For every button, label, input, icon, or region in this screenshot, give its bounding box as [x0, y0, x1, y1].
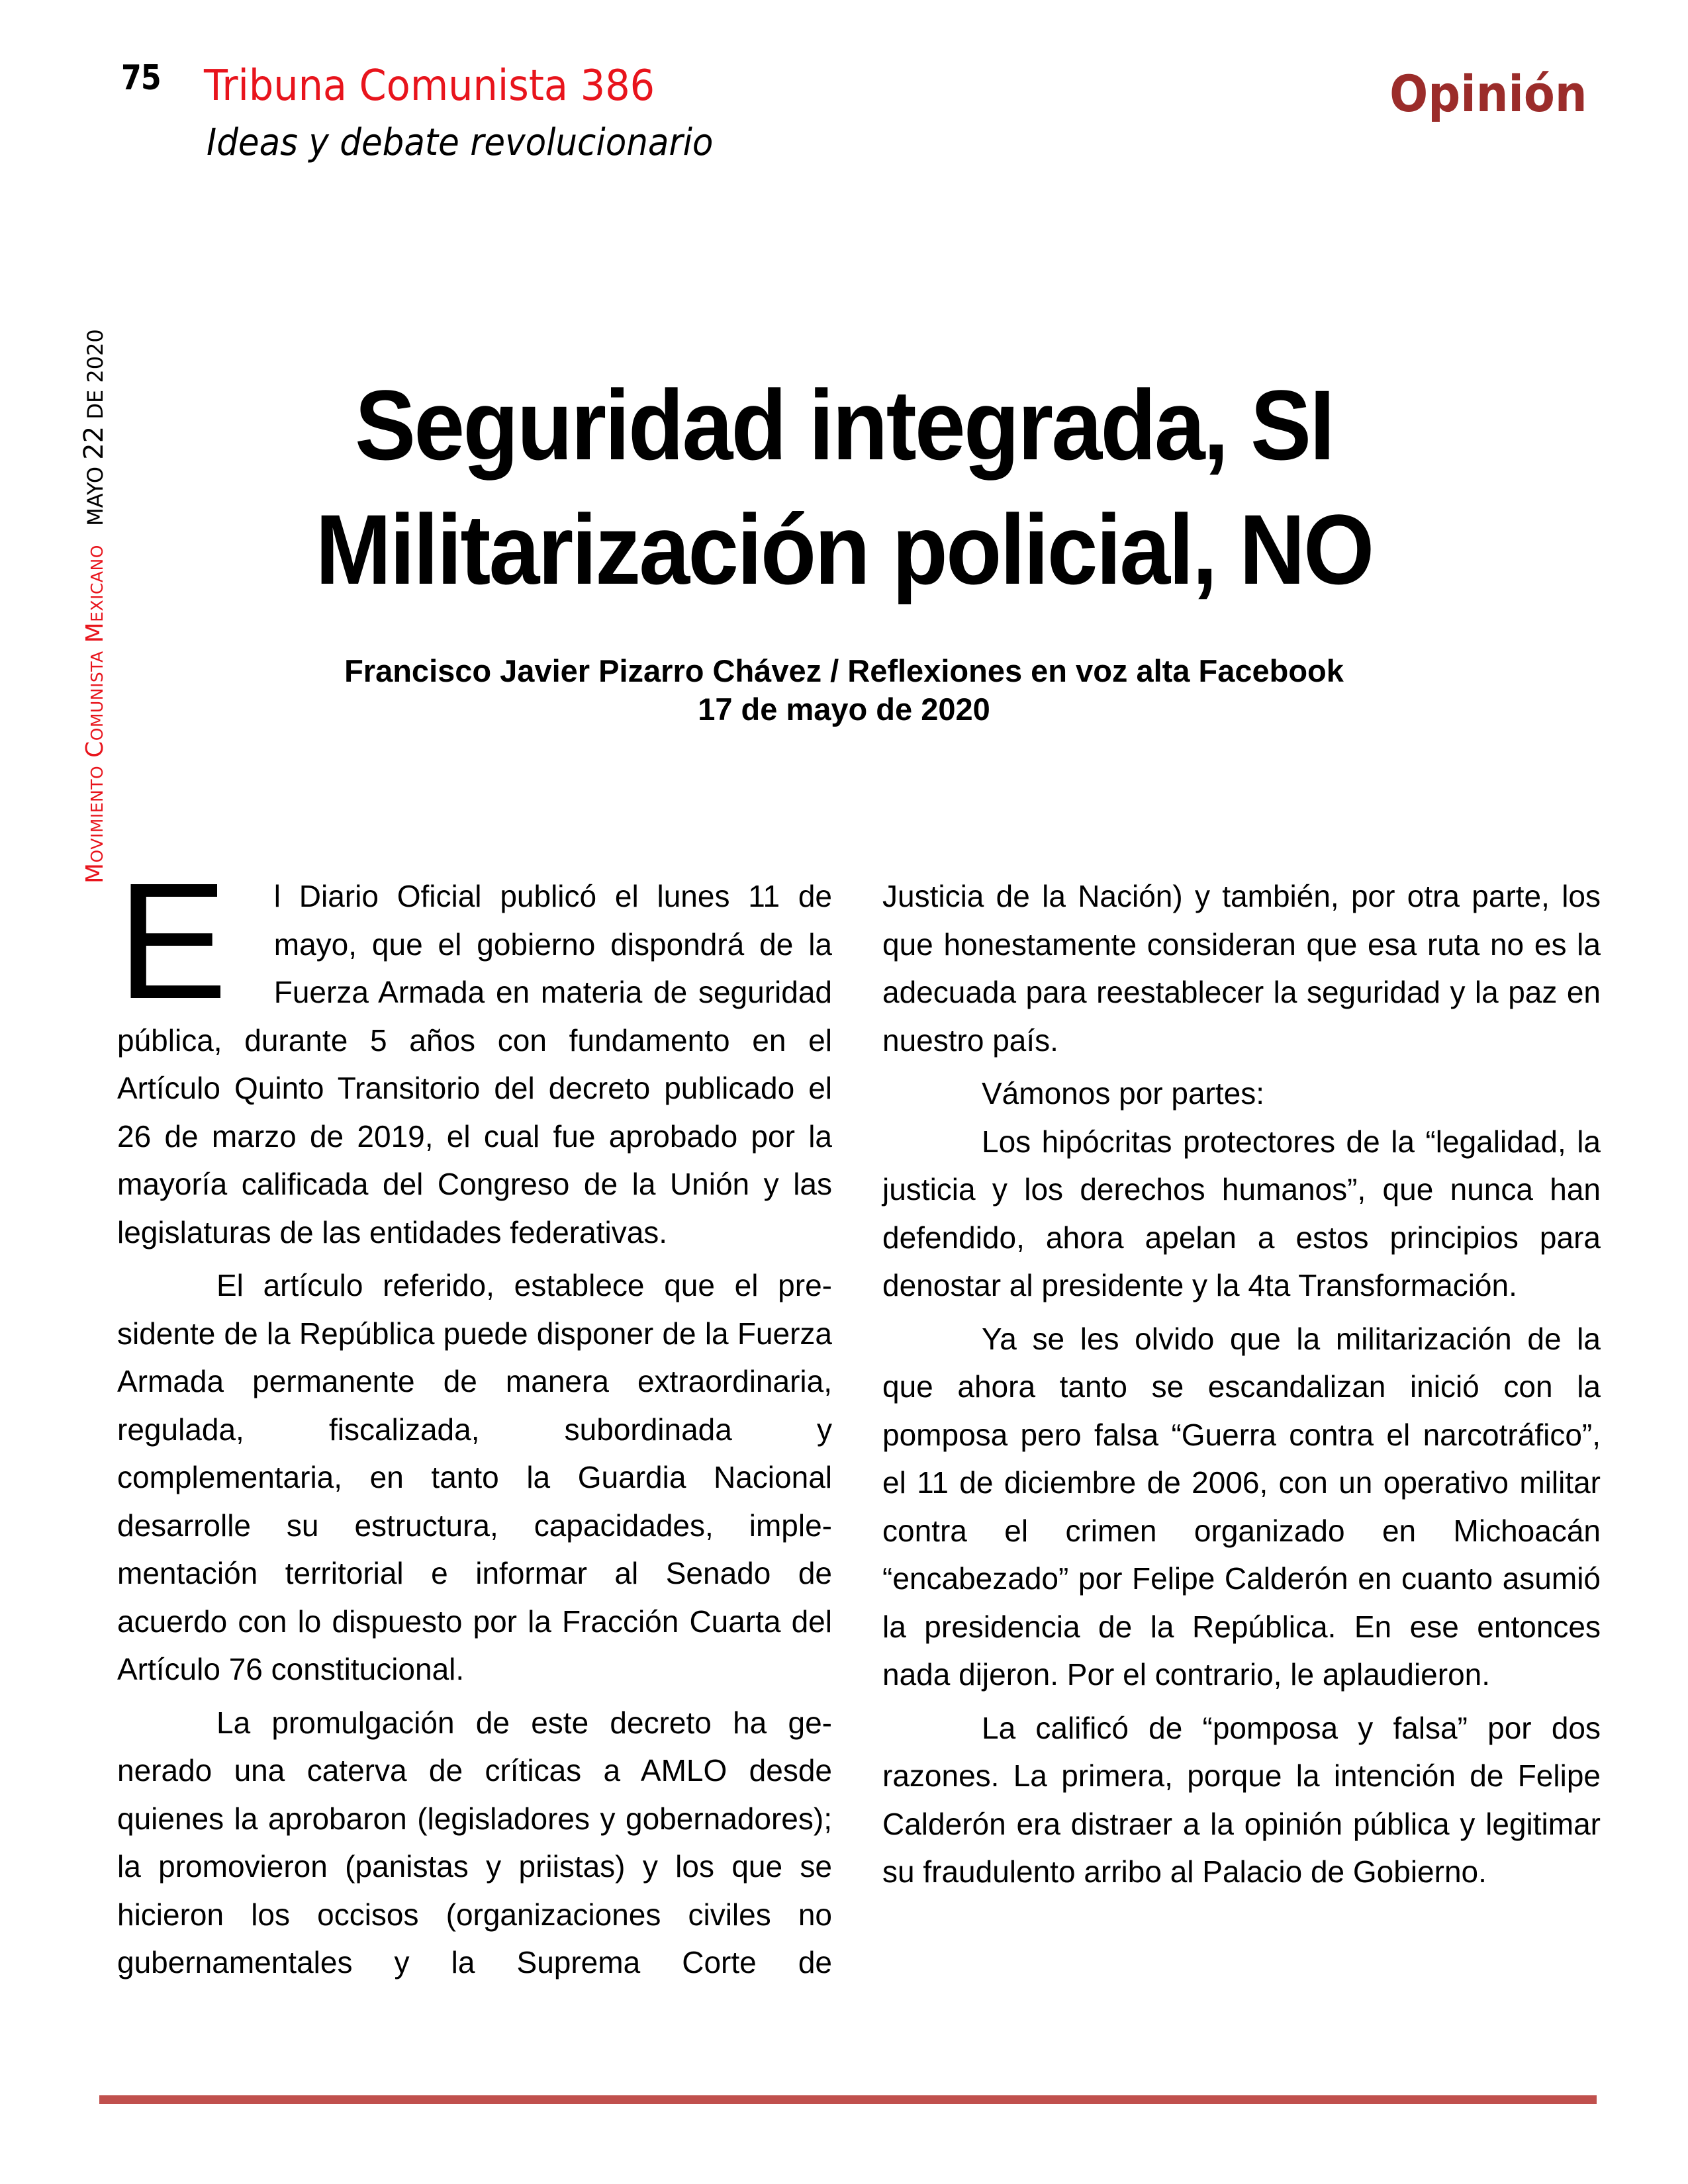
article-headline [0, 363, 1688, 612]
headline-line-2: Militarización policial, NO [315, 494, 1373, 605]
page-number: 75 [121, 58, 161, 98]
side-banner-year: DE 2020 [83, 329, 108, 420]
paragraph: Los hipócritas protectores de la “legalidad, la justicia y los derechos humanos”, que nunca han defendido, ahora apelan a estos principios para denostar al presidente y la 4ta Transformación. [882, 1124, 1601, 1302]
article-column-right [882, 872, 1601, 1901]
publication-title: Tribuna Comunista 386 [204, 62, 655, 111]
side-banner-organization: Movimiento Comunista Mexicano [81, 545, 109, 884]
article-column-left [117, 848, 832, 1992]
section-label: Opinión [1389, 64, 1587, 123]
footer-rule [99, 2095, 1597, 2104]
paragraph: La calificó de “pomposa y falsa” por dos razones. La primera, porque la intención de Felipe Calderón era distraer a la opinión pública y legitimar su fraudulento arribo al Palacio de Gobierno. [882, 1710, 1601, 1889]
paragraph: El artículo referido, establece que el presidente de la República puede disponer de la Fuerza Armada permanente de manera extraordinaria, regulada, fiscalizada, subordinada y complementaria, en tanto la Guardia Nacional desarrolle su estructura, capacidades, implementación territorial e informar al Senado de acuerdo con lo dispuesto por la Fracción Cuarta del Artículo 76 constitucional. [117, 1268, 832, 1686]
drop-cap: E [117, 848, 228, 1033]
paragraph: La promulgación de este decreto ha generado una caterva de críticas a AMLO desde quienes la aprobaron (legisladores y gobernadores); la promovieron (panistas y priistas) y los que se hicieron los occisos (organizaciones civiles no gubernamentales y la Suprema Corte de [117, 1705, 832, 1979]
side-banner-day: 22 [79, 426, 109, 460]
headline-line-1: Seguridad integrada, SI [355, 369, 1333, 480]
article-byline [0, 652, 1688, 729]
paragraph: Ya se les olvido que la militarización de la que ahora tanto se escandalizan inició con la pomposa pero falsa “Guerra contra el narcotráfico”, el 11 de diciembre de 2006, con un operativo militar contra el crimen organizado en Michoacán “encabezado” por Felipe Calderón en cuanto asumió la presidencia de la República. En ese entonces nada dijeron. Por el contrario, le aplaudieron. [882, 1321, 1601, 1692]
paragraph: Justicia de la Nación) y también, por otra parte, los que honestamente consideran que esa ruta no es la adecuada para reestablecer la seguridad y la paz en nuestro país. [882, 879, 1601, 1058]
byline-author: Francisco Javier Pizarro Chávez / Reflexiones en voz alta Facebook [344, 653, 1344, 688]
side-banner-month: MAYO [83, 466, 108, 526]
paragraph: Vámonos por partes: [982, 1076, 1265, 1111]
publication-subtitle: Ideas y debate revolucionario [207, 121, 714, 164]
paragraph: l Diario Oficial publicó el lunes 11 de mayo, que el gobierno dispondrá de la Fuerza Armada en materia de seguridad pública, durante 5 años con fundamento en el Artículo Quinto Transitorio del decreto publicado el 26 de marzo de 2019, el cual fue aprobado por la mayoría calificada del Congreso de la Unión y las legislaturas de las entidades federativas. [117, 879, 832, 1250]
byline-date: 17 de mayo de 2020 [698, 692, 990, 727]
